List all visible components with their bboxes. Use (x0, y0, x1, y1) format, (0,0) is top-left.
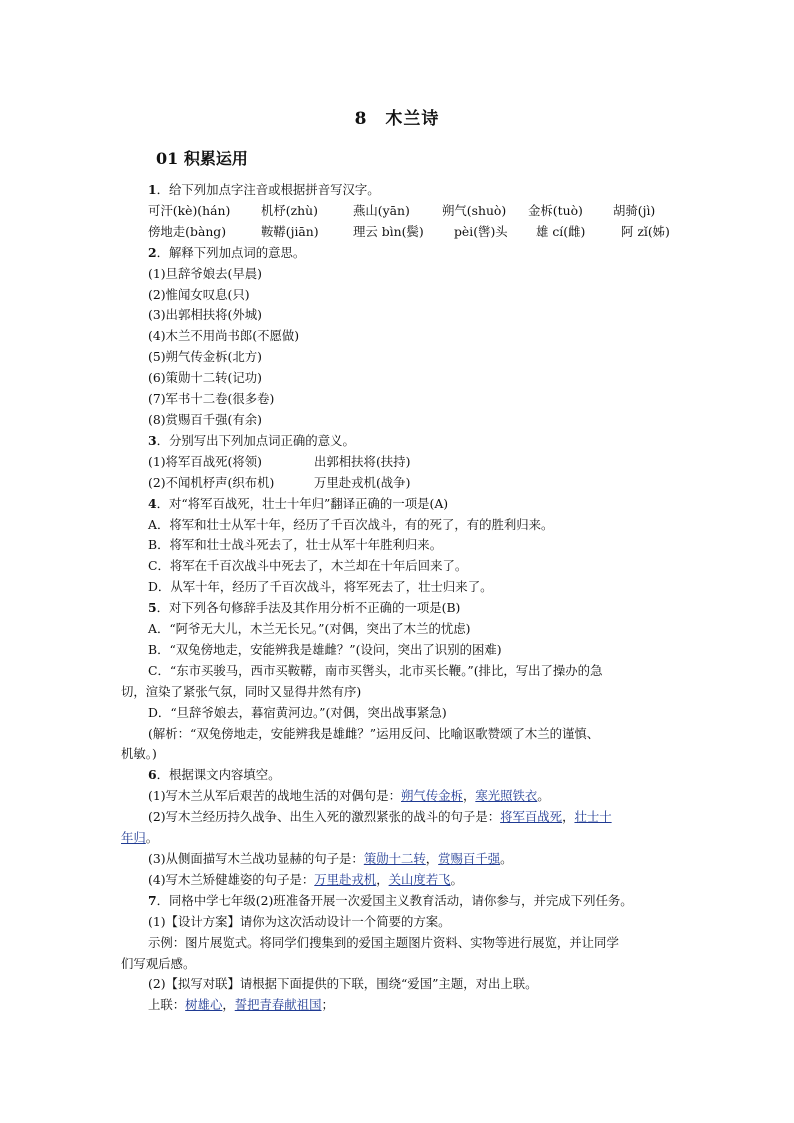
q7-upper-couplet: 上联：树雄心，誓把青春献祖国； (148, 997, 334, 1013)
q2-item: (2)惟闻女叹息(只) (148, 286, 250, 302)
question-3-stem: 3．分别写出下列加点词正确的意义。 (148, 432, 355, 448)
q7-task-2: (2)【拟写对联】请根据下面提供的下联，围绕“爱国”主题，对出上联。 (148, 976, 538, 992)
q7-example-line-2: 们写观后感。 (121, 955, 196, 971)
question-7-stem: 7．同格中学七年级(2)班准备开展一次爱国主义教育活动，请你参与，并完成下列任务。 (148, 892, 633, 908)
q2-item: (1)旦辞爷娘去(早晨) (148, 265, 262, 281)
q6-sentence-4: (4)写木兰矫健雄姿的句子是：万里赴戎机，关山度若飞。 (148, 871, 463, 887)
q6-sentence-3: (3)从侧面描写木兰战功显赫的句子是：策勋十二转，赏赐百千强。 (148, 851, 513, 866)
question-1-row-1 (121, 201, 677, 222)
q3-item: (1)将军百战死(将领) (148, 453, 262, 469)
question-5-stem: 5．对下列各句修辞手法及其作用分析不正确的一项是(B) (148, 600, 461, 616)
q6-sentence-2: (2)写木兰经历持久战争、出生入死的激烈紧张的战斗的句子是：将军百战死，壮士十 (148, 809, 612, 825)
q5-option-c-line-2: 切，渲染了紧张气氛，同时又显得井然有序) (121, 683, 362, 699)
q6-sentence-1: (1)写木兰从军后艰苦的战地生活的对偶句是：朔气传金柝，寒光照铁衣。 (148, 788, 550, 804)
answer-text: 将军百战死 (500, 809, 563, 825)
question-2-stem: 2．解释下列加点词的意思。 (148, 244, 306, 260)
q1-item: 理云 bìn(鬓) (353, 223, 424, 239)
answer-text: 赏赐百千强 (438, 851, 501, 866)
answer-text: 树雄心 (185, 997, 223, 1013)
q2-item: (7)军书十二卷(很多卷) (148, 391, 275, 407)
q2-item: (8)赏赐百千强(有余) (148, 411, 262, 427)
answer-text: 朔气传金柝 (400, 788, 463, 804)
q2-item: (3)出郭相扶将(外城) (148, 307, 262, 323)
answer-text: 誓把青春献祖国 (234, 997, 322, 1013)
q5-analysis-line-2: 机敏。) (121, 746, 157, 762)
q1-item: 雄 cí(雌) (536, 223, 586, 239)
section-heading: 01 积累运用 (156, 149, 248, 168)
q4-option-a: A．将军和壮士从军十年，经历了千百次战斗，有的死了，有的胜利归来。 (148, 516, 554, 532)
question-1-stem: 1．给下列加点字注音或根据拼音写汉字。 (148, 182, 380, 197)
q2-item: (4)木兰不用尚书郎(不愿做) (148, 328, 300, 344)
question-6-stem: 6．根据课文内容填空。 (148, 767, 281, 783)
q1-item: pèi(辔)头 (454, 223, 508, 239)
q3-item: (2)不闻机杼声(织布机) (148, 474, 275, 490)
answer-text: 壮士十 (574, 809, 612, 825)
q1-item: 金柝(tuò) (528, 202, 583, 218)
q3-item: 万里赴戎机(战争) (314, 474, 411, 490)
q3-item: 出郭相扶将(扶持) (314, 453, 411, 469)
answer-text: 策勋十二转 (363, 851, 426, 866)
page-title: 8 木兰诗 (354, 109, 440, 129)
q1-item: 可汗(kè)(hán) (148, 202, 231, 218)
answer-text: 寒光照铁衣 (475, 788, 538, 804)
question-4-stem: 4．对“将军百战死，壮士十年归”翻译正确的一项是(A) (148, 495, 449, 511)
q3-row-2 (121, 473, 677, 494)
q5-option-b: B．“双兔傍地走，安能辨我是雄雌？”(设问，突出了识别的困难) (148, 641, 502, 657)
q7-task-1: (1)【设计方案】请你为这次活动设计一个简要的方案。 (148, 913, 451, 929)
q1-item: 机杼(zhù) (261, 202, 318, 218)
q7-example-line-1: 示例：图片展览式。将同学们搜集到的爱国主题图片资料、实物等进行展览，并让同学 (148, 934, 619, 950)
q3-row-1 (121, 452, 677, 473)
q1-item: 胡骑(jì) (613, 202, 656, 218)
q1-item: 朔气(shuò) (442, 202, 507, 218)
document-body (121, 180, 677, 1016)
q5-option-c-line-1: C．“东市买骏马，西市买鞍鞯，南市买辔头，北市买长鞭。”(排比，写出了操办的急 (148, 662, 603, 678)
q4-option-b: B．将军和壮士战斗死去了，壮士从军十年胜利归来。 (148, 537, 443, 553)
q2-item: (6)策勋十二转(记功) (148, 370, 262, 386)
q5-analysis-line-1: (解析：“双兔傍地走，安能辨我是雄雌？”运用反问、比喻讴歌赞颂了木兰的谨慎、 (148, 725, 600, 741)
q1-item: 燕山(yān) (353, 202, 410, 218)
q5-option-a: A．“阿爷无大儿，木兰无长兄。”(对偶，突出了木兰的忧虑) (148, 621, 471, 637)
q4-option-c: C．将军在千百次战斗中死去了，木兰却在十年后回来了。 (148, 558, 468, 574)
q6-sentence-2-cont: 年归。 (121, 830, 159, 846)
answer-text: 年归 (121, 830, 146, 846)
question-1-row-2 (121, 222, 677, 243)
q2-item: (5)朔气传金柝(北方) (148, 349, 262, 365)
q1-item: 傍地走(bàng) (148, 223, 227, 239)
answer-text: 关山度若飞 (388, 871, 451, 887)
q4-option-d: D．从军十年，经历了千百次战斗，将军死去了，壮士归来了。 (148, 579, 493, 595)
q1-item: 鞍鞯(jiān) (261, 223, 319, 239)
q5-option-d: D．“旦辞爷娘去，暮宿黄河边。”(对偶，突出战事紧急) (148, 704, 447, 720)
q1-item: 阿 zǐ(姊) (621, 223, 670, 239)
answer-text: 万里赴戎机 (314, 871, 377, 887)
